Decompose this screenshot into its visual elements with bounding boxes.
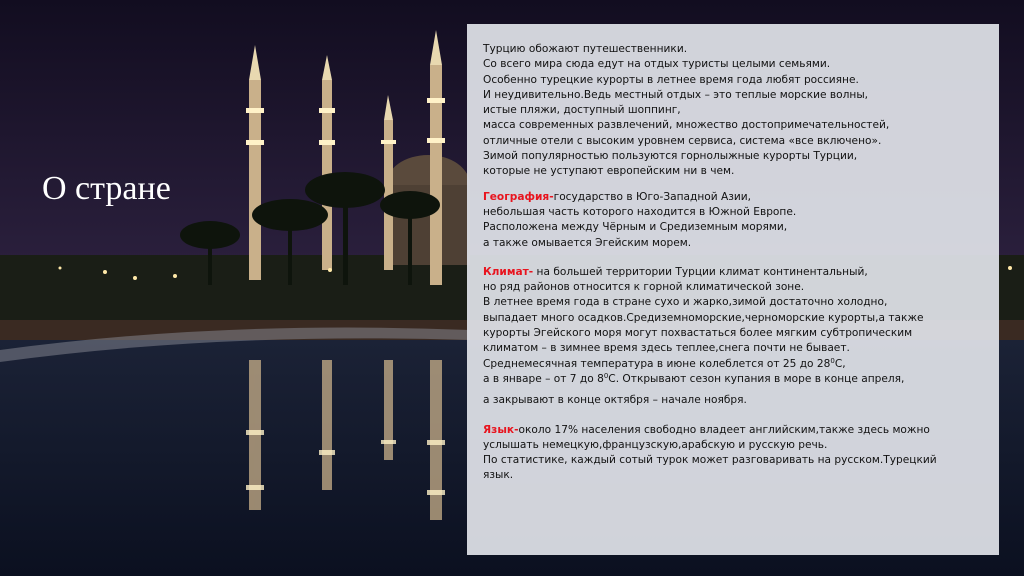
climate-last-line: а закрывают в конце октября – начале ноября. — [483, 394, 747, 407]
geography-line: небольшая часть которого находится в Южной Европе. — [483, 205, 797, 218]
language-first-text: около 17% населения свободно владеет английским,также здесь можно — [518, 423, 930, 436]
climate-temperature-june — [483, 357, 985, 372]
intro-line: истые пляжи, доступный шоппинг, — [483, 104, 681, 117]
climate-line: климатом – в зимнее время здесь теплее,снега почти не бывает. — [483, 342, 850, 355]
degree-sup: 0 — [603, 371, 609, 380]
temp-january-text: а в январе – от 7 до 8 — [483, 372, 604, 385]
degree-sup: 0 — [830, 356, 835, 365]
geography-line: Расположена между Чёрным и Средиземным морями, — [483, 221, 788, 234]
language-label: Язык- — [483, 423, 519, 436]
intro-line: отличные отели с высоким уровнем сервиса, система «все включено». — [483, 134, 882, 147]
intro-line: И неудивительно.Ведь местный отдых – это теплые морские волны, — [483, 88, 869, 101]
climate-line: В летнее время года в стране сухо и жарко,зимой достаточно холодно, — [483, 296, 888, 309]
intro-line: которые не уступают европейским ни в чем. — [483, 165, 735, 178]
language-line: По статистике, каждый сотый турок может разговаривать на русском.Турецкий — [483, 454, 937, 467]
geography-first-text: государство в Юго-Западной Азии, — [553, 190, 752, 203]
language-first-line — [483, 423, 985, 438]
temp-june-text: Среднемесячная температура в июне колеблется от 25 до 28 — [483, 357, 831, 370]
climate-line: выпадает много осадков.Средиземноморские,черноморские курорты,а также — [483, 311, 924, 324]
geography-first-line — [483, 190, 985, 205]
language-line: услышать немецкую,французскую,арабскую и русскую речь. — [483, 438, 828, 451]
intro-line: масса современных развлечений, множество достопримечательностей, — [483, 119, 890, 132]
intro-line: Турцию обожают путешественники. — [483, 43, 688, 55]
intro-line: Со всего мира сюда едут на отдых туристы целыми семьями. — [483, 58, 831, 71]
language-line: язык. — [483, 469, 514, 482]
climate-paragraph — [483, 265, 985, 409]
climate-first-line — [483, 265, 985, 280]
slide-title: О стране — [42, 170, 171, 207]
temp-june-unit: С, — [834, 357, 846, 370]
text-panel — [467, 24, 999, 555]
geography-line: а также омывается Эгейским морем. — [483, 236, 692, 249]
intro-paragraph — [483, 42, 985, 180]
language-paragraph — [483, 423, 985, 484]
intro-line: Зимой популярностью пользуются горнолыжные курорты Турции, — [483, 150, 858, 163]
climate-first-text: на большей территории Турции климат континентальный, — [533, 265, 868, 278]
geography-label: География- — [483, 190, 554, 203]
climate-label: Климат- — [483, 265, 534, 278]
climate-line: курорты Эгейского моря могут похвастаться более мягким субтропическим — [483, 327, 913, 340]
climate-line: но ряд районов относится к горной климатической зоне. — [483, 281, 805, 294]
temp-january-rest: С. Открывают сезон купания в море в конце апреля, — [608, 372, 905, 385]
intro-line: Особенно турецкие курорты в летнее время года любят россияне. — [483, 73, 859, 86]
geography-paragraph — [483, 190, 985, 251]
climate-temperature-january — [483, 372, 985, 387]
